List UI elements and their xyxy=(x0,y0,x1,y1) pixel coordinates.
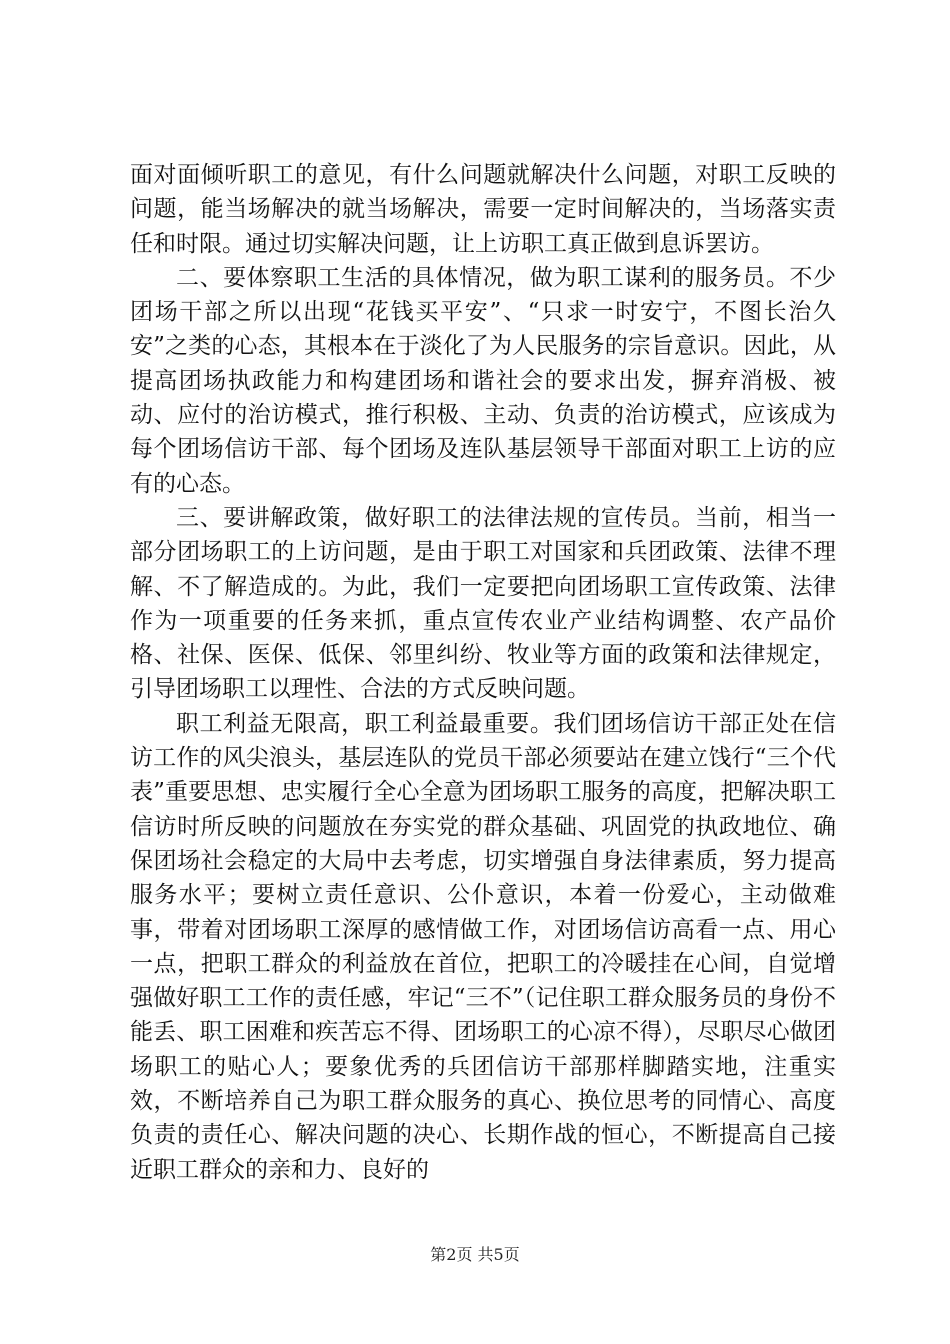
paragraph-section-three: 三、要讲解政策，做好职工的法律法规的宣传员。当前，相当一部分团场职工的上访问题，是由于职工对国家和兵团政策、法律不理解、不了解造成的。为此，我们一定要把向团场职工宣传政策、法律作为一项重要的任务来抓，重点宣传农业产业结构调整、农产品价格、社保、医保、低保、邻里纠纷、牧业等方面的政策和法律规定，引导团场职工以理性、合法的方式反映问题。 xyxy=(130,504,836,703)
page-number-footer: 第2页 共5页 xyxy=(430,1245,520,1264)
paragraph-summary: 职工利益无限高，职工利益最重要。我们团场信访干部正处在信访工作的风尖浪头，基层连队的党员干部必须要站在建立饯行“三个代表”重要思想、忠实履行全心全意为团场职工服务的高度，把解决职工信访时所反映的问题放在夯实党的群众基础、巩固党的执政地位、确保团场社会稳定的大局中去考虑，切实增强自身法律素质，努力提高服务水平；要树立责任意识、公仆意识，本着一份爱心，主动做难事，带着对团场职工深厚的感情做工作，对团场信访高看一点、用心一点，把职工群众的利益放在首位，把职工的冷暖挂在心间，自觉增强做好职工工作的责任感，牢记“三不”（记住职工群众服务员的身份不能丢、职工困难和疾苦忘不得、团场职工的心凉不得），尽职尽心做团场职工的贴心人；要象优秀的兵团信访干部那样脚踏实地，注重实效，不断培养自己为职工群众服务的真心、换位思考的同情心、高度负责的责任心、解决问题的决心、长期作战的恒心，不断提高自己接近职工群众的亲和力、良好的 xyxy=(130,710,836,1183)
document-body xyxy=(130,158,836,1187)
paragraph-continued: 面对面倾听职工的意见，有什么问题就解决什么问题，对职工反映的问题，能当场解决的就当场解决，需要一定时间解决的，当场落实责任和时限。通过切实解决问题，让上访职工真正做到息诉罢访。 xyxy=(130,162,836,257)
paragraph-section-two: 二、要体察职工生活的具体情况，做为职工谋利的服务员。不少团场干部之所以出现“花钱买平安”、“只求一时安宁，不图长治久安”之类的心态，其根本在于淡化了为人民服务的宗旨意识。因此，从提高团场执政能力和构建团场和谐社会的要求出发，摒弃消极、被动、应付的治访模式，推行积极、主动、负责的治访模式，应该成为每个团场信访干部、每个团场及连队基层领导干部面对职工上访的应有的心态。 xyxy=(130,264,836,497)
